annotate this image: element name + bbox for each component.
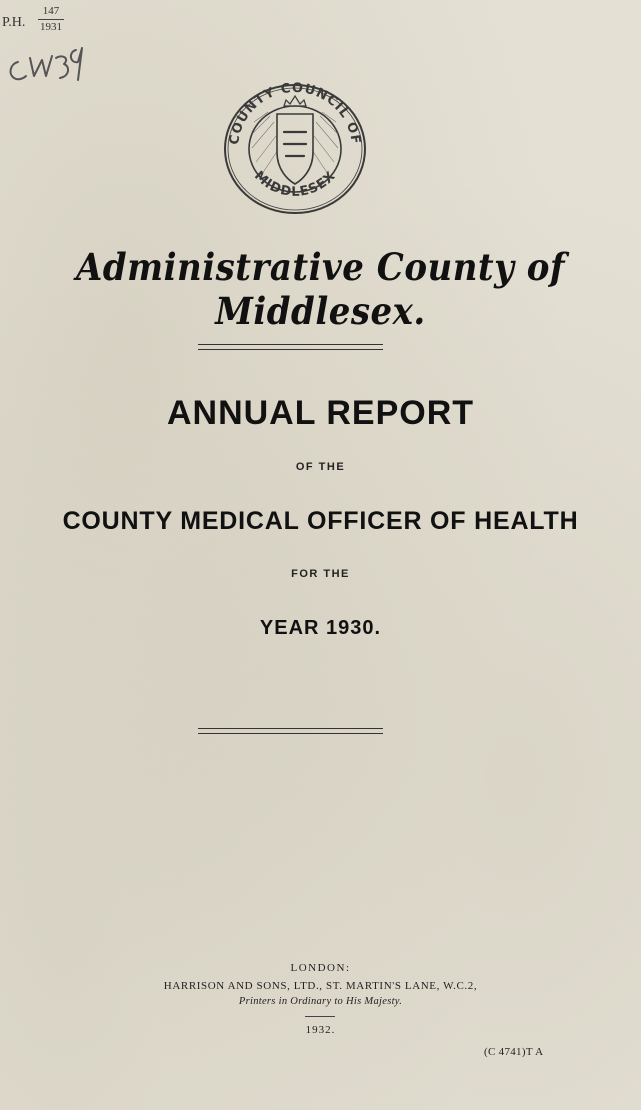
fraction-bar	[38, 19, 64, 20]
svg-text:COUNTY COUNCIL OF: COUNTY COUNCIL OF	[227, 82, 363, 146]
catalogue-prefix: P.H.	[2, 15, 26, 30]
county-council-seal	[222, 82, 368, 216]
catalogue-year: 1931	[40, 21, 62, 33]
handwritten-shelfmark	[4, 36, 99, 86]
imprint-printer: HARRISON AND SONS, LTD., ST. MARTIN'S LANE, W.C.2,	[163, 980, 478, 992]
imprint-divider	[305, 1016, 335, 1017]
publication-year: 1932.	[305, 1024, 336, 1036]
bottom-double-rule	[198, 728, 383, 734]
catalogue-number: 147	[42, 5, 60, 17]
printer-job-code: (C 4741)T A	[484, 1046, 544, 1058]
of-the-label: OF THE	[295, 461, 346, 473]
gothic-title: Administrative County of Middlesex.	[75, 246, 566, 334]
annual-report-title: ANNUAL REPORT	[166, 394, 475, 432]
imprint-printer-role: Printers in Ordinary to His Majesty.	[238, 996, 403, 1007]
svg-text:MIDDLESEX: MIDDLESEX	[251, 168, 339, 200]
for-the-label: FOR THE	[291, 568, 350, 580]
imprint-place: LONDON:	[290, 962, 351, 974]
report-subject: COUNTY MEDICAL OFFICER OF HEALTH	[62, 507, 579, 535]
report-year: YEAR 1930.	[259, 617, 382, 639]
catalogue-fraction	[38, 6, 64, 33]
top-double-rule	[198, 344, 383, 350]
